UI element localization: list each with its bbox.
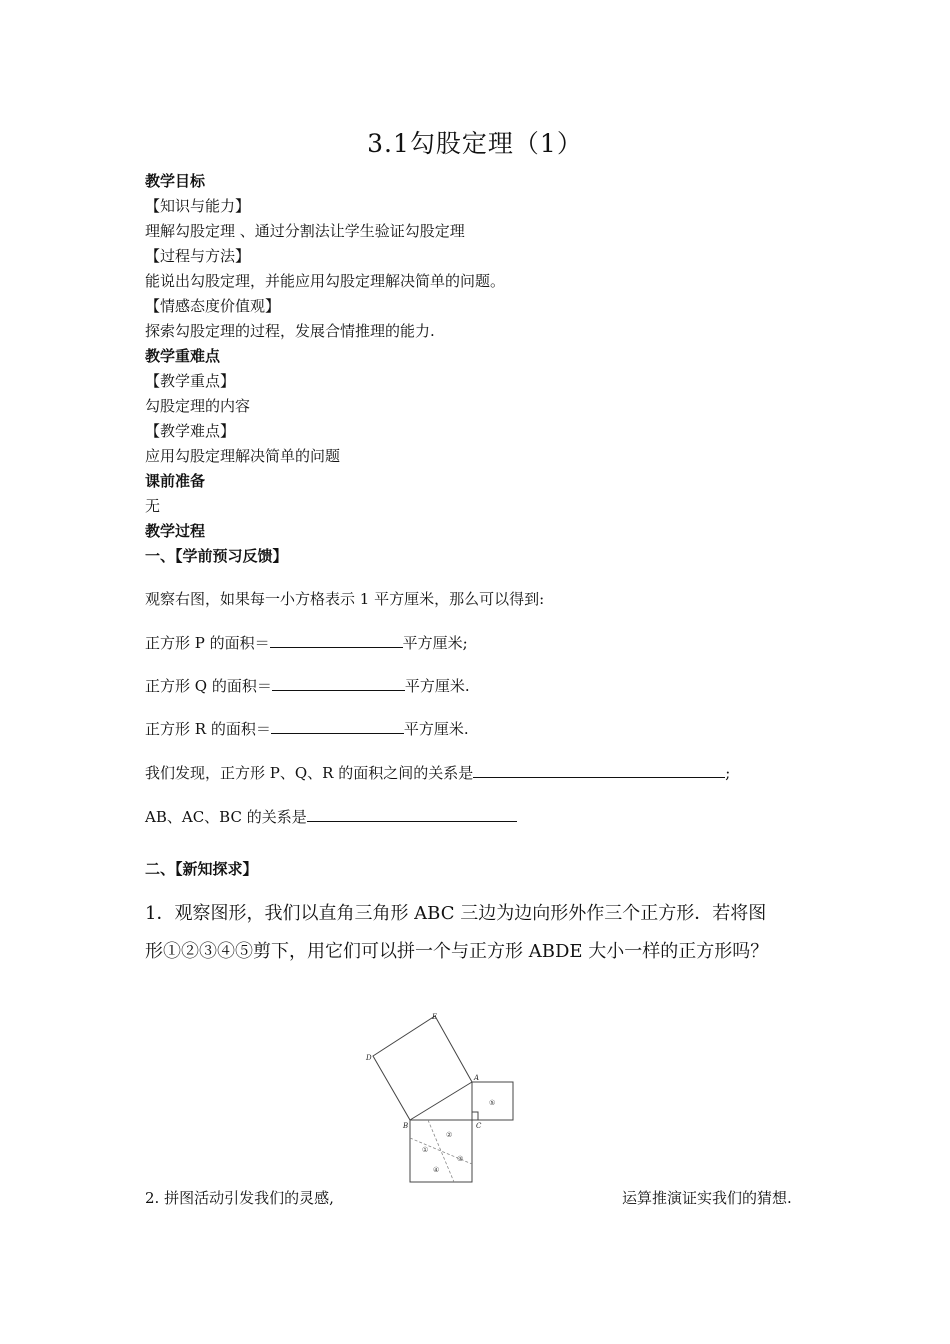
label-e: E [432, 1013, 438, 1021]
difficulty-tag: 【教学难点】 [145, 422, 236, 440]
section1-heading: 一、【学前预习反馈】 [145, 547, 288, 565]
square-q-blank[interactable] [272, 676, 405, 691]
question1-line2: 形①②③④⑤剪下，用它们可以拼一个与正方形 ABDE 大小一样的正方形吗？ [145, 941, 769, 962]
prep-text: 无 [145, 497, 161, 515]
label-d: D [366, 1054, 372, 1062]
sides-line [145, 806, 517, 827]
sides-prefix: AB、AC、BC 的关系是 [145, 808, 307, 826]
region-4: ④ [433, 1166, 440, 1174]
emotion-tag: 【情感态度价值观】 [145, 297, 281, 315]
emotion-text: 探索勾股定理的过程，发展合情推理的能力. [145, 322, 435, 340]
knowledge-tag: 【知识与能力】 [145, 197, 251, 215]
square-p-line [145, 632, 468, 653]
region-3: ③ [457, 1155, 464, 1163]
square-r-blank[interactable] [271, 719, 404, 734]
key-heading: 教学重难点 [145, 347, 221, 365]
prep-heading: 课前准备 [145, 472, 206, 490]
square-q-line [145, 675, 470, 696]
right-angle-mark [472, 1112, 478, 1120]
square-r-prefix: 正方形 R 的面积＝ [145, 720, 271, 738]
region-5: ⑤ [489, 1099, 496, 1107]
square-p-blank[interactable] [270, 633, 403, 648]
relation-suffix: ; [725, 764, 731, 782]
pythagoras-figure [362, 1012, 522, 1188]
observe-text: 观察右图，如果每一小方格表示 1 平方厘米，那么可以得到: [145, 590, 545, 608]
square-r-line [145, 718, 469, 739]
difficulty-text: 应用勾股定理解决简单的问题 [145, 447, 341, 465]
square-p-suffix: 平方厘米; [402, 634, 468, 652]
focus-tag: 【教学重点】 [145, 372, 236, 390]
label-c: C [476, 1122, 482, 1130]
process-heading: 教学过程 [145, 522, 206, 540]
question2-left: 2. 拼图活动引发我们的灵感, [145, 1189, 334, 1207]
process-tag: 【过程与方法】 [145, 247, 251, 265]
section2-heading: 二、【新知探求】 [145, 860, 258, 878]
sides-blank[interactable] [307, 807, 517, 822]
square-p-prefix: 正方形 P 的面积＝ [145, 634, 270, 652]
square-r-suffix: 平方厘米. [403, 720, 469, 738]
label-a: A [474, 1074, 480, 1082]
question1-line1: 1．观察图形，我们以直角三角形 ABC 三边为边向形外作三个正方形．若将图 [145, 903, 767, 924]
relation-prefix: 我们发现，正方形 P、Q、R 的面积之间的关系是 [145, 764, 474, 782]
square-bc [410, 1120, 472, 1182]
relation-line [145, 762, 730, 783]
square-abde [373, 1016, 472, 1120]
question2-right: 运算推演证实我们的猜想. [622, 1189, 792, 1207]
cut-line-1 [428, 1120, 454, 1182]
goals-heading: 教学目标 [145, 172, 206, 190]
square-q-suffix: 平方厘米. [404, 677, 470, 695]
process-text: 能说出勾股定理，并能应用勾股定理解决简单的问题。 [145, 272, 506, 290]
region-2: ② [446, 1131, 453, 1139]
page-title: 3.1勾股定理（1） [367, 129, 583, 158]
square-q-prefix: 正方形 Q 的面积＝ [145, 677, 272, 695]
focus-text: 勾股定理的内容 [145, 397, 251, 415]
relation-blank[interactable] [473, 763, 725, 778]
region-1: ① [422, 1146, 429, 1154]
knowledge-text: 理解勾股定理 、通过分割法让学生验证勾股定理 [145, 222, 465, 240]
label-b: B [403, 1122, 409, 1130]
